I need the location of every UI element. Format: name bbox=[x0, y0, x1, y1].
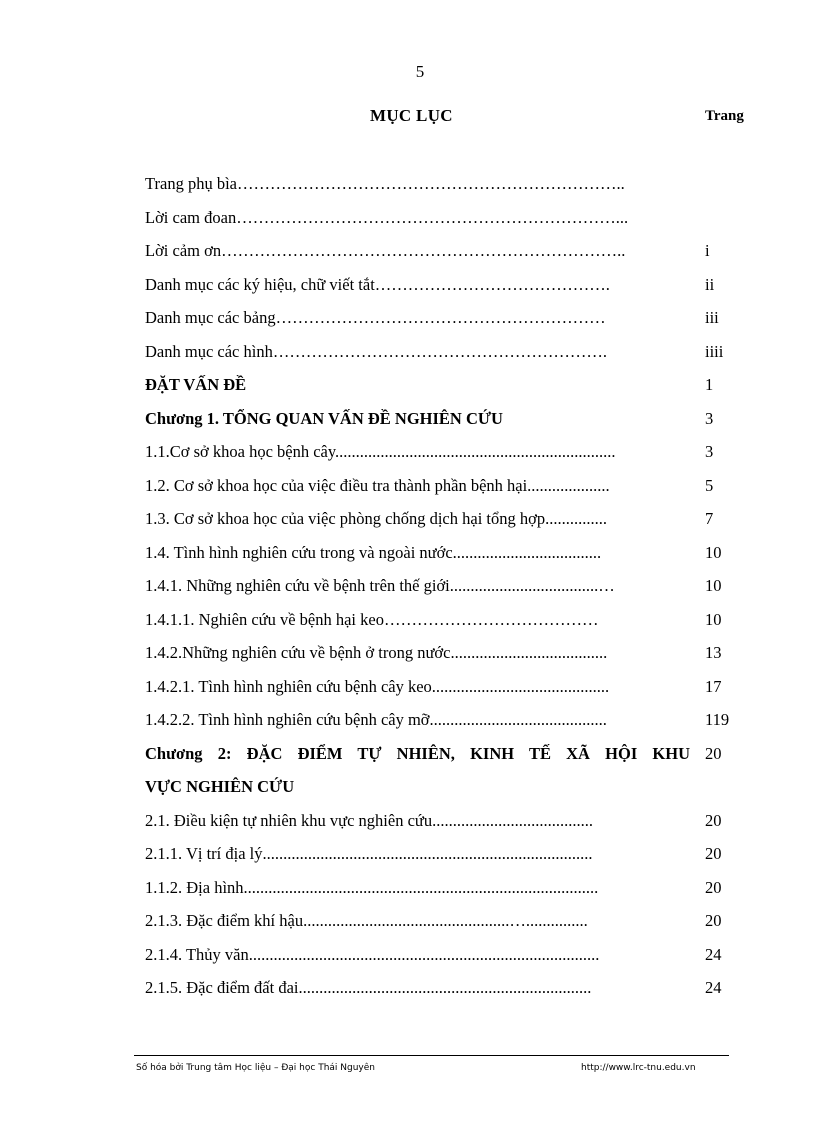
toc-entry bbox=[145, 539, 745, 573]
toc-entry bbox=[145, 438, 745, 472]
toc-entry-text: Lời cam đoan……………………………………………………………... bbox=[145, 207, 629, 227]
toc-entry-text: Chương 1. TỔNG QUAN VẤN ĐỀ NGHIÊN CỨU bbox=[145, 408, 503, 428]
toc-entry bbox=[145, 271, 745, 305]
toc-entry-text: 1.1.2. Địa hình...................................................................................... bbox=[145, 877, 599, 897]
toc-entry-page: iiii bbox=[705, 341, 724, 361]
toc-entry-page: ii bbox=[705, 274, 715, 294]
toc-entry-page: 17 bbox=[705, 676, 722, 696]
toc-entry-page: 1 bbox=[705, 375, 714, 394]
toc-entry-page: 10 bbox=[705, 576, 722, 595]
toc-entry bbox=[145, 237, 745, 271]
toc-entry-text: Danh mục các hình……………………………………………………. bbox=[145, 341, 607, 361]
toc-entry-page: 20 bbox=[705, 844, 722, 863]
toc-entry-page: 3 bbox=[705, 408, 714, 428]
toc-entry bbox=[145, 740, 745, 774]
toc-entry-text: 1.4.1. Những nghiên cứu về bệnh trên thế giới....................................… bbox=[145, 576, 615, 595]
toc-entry bbox=[145, 773, 745, 807]
toc-entry bbox=[145, 572, 745, 606]
toc-entry-page: iii bbox=[705, 308, 719, 327]
toc-entry-text: Chương 2: ĐẶC ĐIỂM TỰ NHIÊN, KINH TẾ XÃ HỘI KHU bbox=[145, 743, 690, 763]
toc-entry-text: Danh mục các ký hiệu, chữ viết tắt……………………………………. bbox=[145, 274, 610, 294]
toc-entry bbox=[145, 874, 745, 908]
toc-entry-text: 1.1.Cơ sở khoa học bệnh cây.................................................................... bbox=[145, 442, 616, 461]
toc-entry-text: 2.1.4. Thủy văn..................................................................................... bbox=[145, 944, 600, 964]
toc-entry bbox=[145, 505, 745, 539]
toc-entry-text: ĐẶT VẤN ĐỀ bbox=[145, 375, 247, 394]
toc-title: MỤC LỤC bbox=[370, 106, 453, 125]
toc-entry-text: 2.1.3. Đặc điểm khí hậu..................................................…............... bbox=[145, 911, 588, 930]
toc-entry bbox=[145, 907, 745, 941]
toc-entry-text: 2.1.5. Đặc điểm đất đai....................................................................... bbox=[145, 978, 592, 997]
toc-entry-text: 1.4.1.1. Nghiên cứu về bệnh hại keo………………………………… bbox=[145, 609, 599, 629]
toc-entry-text: 1.2. Cơ sở khoa học của việc điều tra thành phần bệnh hại.................... bbox=[145, 475, 610, 495]
toc-entry-page: 13 bbox=[705, 643, 722, 662]
toc-entry-text: 1.4. Tình hình nghiên cứu trong và ngoài nước.................................... bbox=[145, 542, 602, 562]
footer-url: http://www.lrc-tnu.edu.vn bbox=[581, 1063, 696, 1073]
toc-entry-page: 20 bbox=[705, 911, 722, 930]
toc-entry-page: 10 bbox=[705, 542, 722, 562]
toc-entry-text: VỰC NGHIÊN CỨU bbox=[145, 777, 295, 796]
toc-entry bbox=[145, 606, 745, 640]
page-column-label: Trang bbox=[705, 108, 744, 124]
page-number: 5 bbox=[415, 62, 425, 81]
toc-entry bbox=[145, 673, 745, 707]
toc-entry bbox=[145, 807, 745, 841]
toc-entry-page: 119 bbox=[705, 710, 730, 729]
toc-entry-page: 3 bbox=[705, 442, 714, 461]
toc-entry-text: 1.3. Cơ sở khoa học của việc phòng chống dịch hại tổng hợp............... bbox=[145, 509, 607, 528]
toc-entry-page: 20 bbox=[705, 743, 722, 763]
toc-entry-text: Lời cảm ơn……………………………………………………………….. bbox=[145, 241, 626, 260]
footer-source: Số hóa bởi Trung tâm Học liệu – Đại học Thái Nguyên bbox=[136, 1063, 375, 1073]
toc-entry-text: 2.1.1. Vị trí địa lý................................................................................ bbox=[145, 844, 593, 863]
toc-entry bbox=[145, 706, 745, 740]
toc-entry bbox=[145, 338, 745, 372]
footer-divider bbox=[134, 1055, 729, 1056]
toc-entry bbox=[145, 974, 745, 1008]
toc-entry-page: 24 bbox=[705, 978, 722, 997]
toc-entry bbox=[145, 941, 745, 975]
toc-entry-text: Danh mục các bảng…………………………………………………… bbox=[145, 308, 606, 327]
toc-entry bbox=[145, 472, 745, 506]
toc-entry-text: Trang phụ bìa…………………………………………………………….. bbox=[145, 174, 625, 193]
toc-entry-page: 20 bbox=[705, 810, 722, 830]
toc-entry-text: 1.4.2.Những nghiên cứu về bệnh ở trong nước...................................... bbox=[145, 643, 608, 662]
toc-entry bbox=[145, 405, 745, 439]
toc-entry-text: 2.1. Điều kiện tự nhiên khu vực nghiên cứu....................................... bbox=[145, 810, 593, 830]
toc-entry bbox=[145, 639, 745, 673]
toc-entry-page: 24 bbox=[705, 944, 722, 964]
toc-entry-page: 5 bbox=[705, 475, 714, 495]
table-of-contents bbox=[145, 170, 745, 1008]
toc-entry-page: 7 bbox=[705, 509, 714, 528]
toc-entry bbox=[145, 840, 745, 874]
toc-entry bbox=[145, 204, 745, 238]
toc-entry-text: 1.4.2.1. Tình hình nghiên cứu bệnh cây keo........................................... bbox=[145, 676, 610, 696]
toc-entry-page: i bbox=[705, 241, 710, 260]
toc-entry bbox=[145, 304, 745, 338]
toc-entry bbox=[145, 371, 745, 405]
toc-entry-page: 20 bbox=[705, 877, 722, 897]
toc-entry bbox=[145, 170, 745, 204]
toc-entry-text: 1.4.2.2. Tình hình nghiên cứu bệnh cây mỡ........................................... bbox=[145, 710, 607, 729]
toc-entry-page: 10 bbox=[705, 609, 722, 629]
